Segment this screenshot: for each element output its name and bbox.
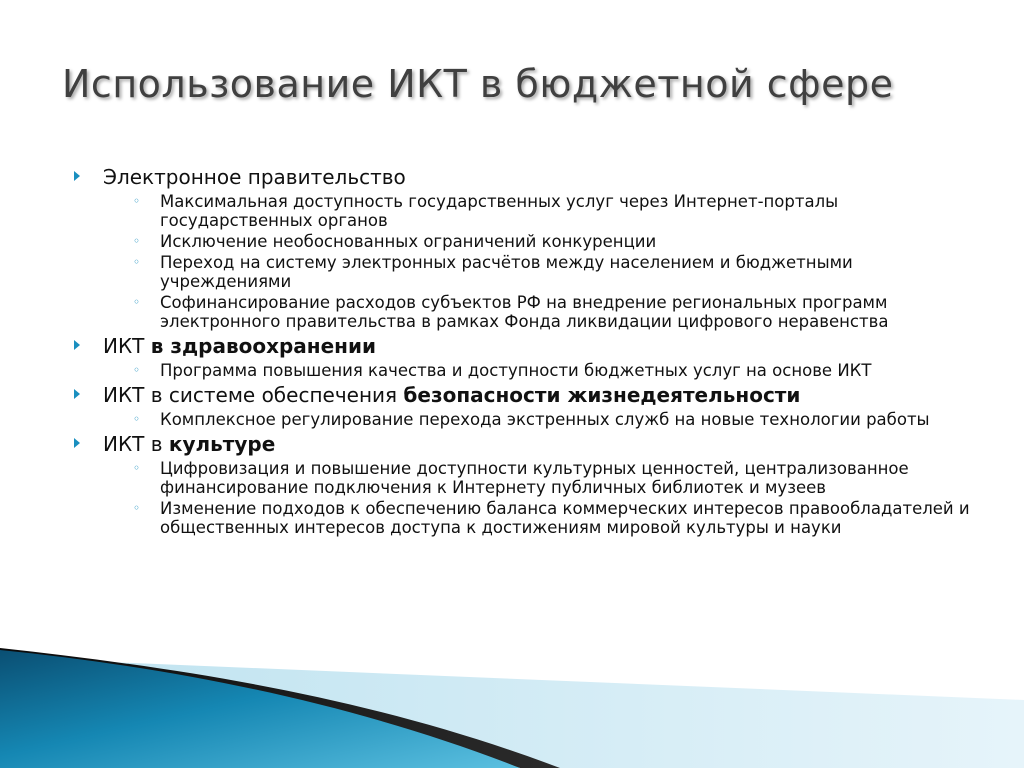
section-heading: ИКТ в: [103, 432, 169, 456]
circle-outline-icon: ◦: [133, 461, 141, 475]
section-culture: [74, 432, 974, 537]
list-item: [103, 253, 974, 291]
section-heading-bold: культуре: [168, 432, 276, 456]
list-item-text: Цифровизация и повышение доступности культурных ценностей, централизованное финансирование подключения к Интернету публичных библиотек и музеев: [160, 459, 909, 497]
triangle-right-icon: [74, 389, 80, 399]
circle-outline-icon: ◦: [133, 194, 141, 208]
slide-title: Использование ИКТ в бюджетной сфере: [62, 62, 894, 106]
sublist: [103, 192, 974, 331]
list-item: [103, 410, 974, 429]
sublist: [103, 361, 974, 380]
section-heading: ИКТ: [103, 334, 151, 358]
list-item: [103, 459, 974, 497]
list-item-text: Максимальная доступность государственных услуг через Интернет-порталы государственных органов: [160, 192, 839, 230]
triangle-right-icon: [74, 438, 80, 448]
triangle-right-icon: [74, 340, 80, 350]
list-item-text: Комплексное регулирование перехода экстренных служб на новые технологии работы: [160, 410, 930, 429]
section-heading: Электронное правительство: [103, 165, 406, 189]
list-item: [103, 192, 974, 230]
section-heading-bold: в здравоохранении: [150, 334, 377, 358]
circle-outline-icon: ◦: [133, 255, 141, 269]
section-heading-bold: безопасности жизнедеятельности: [403, 383, 801, 407]
section-healthcare: [74, 334, 974, 380]
list-item-text: Исключение необоснованных ограничений конкуренции: [160, 232, 657, 251]
section-heading: ИКТ в системе обеспечения: [103, 383, 404, 407]
sublist: [103, 410, 974, 429]
circle-outline-icon: ◦: [133, 234, 141, 248]
list-item: [103, 232, 974, 251]
list-item: [103, 293, 974, 331]
sublist: [103, 459, 974, 537]
wave-blue-band: [0, 650, 520, 768]
section-e-government: [74, 165, 974, 331]
circle-outline-icon: ◦: [133, 501, 141, 515]
list-item: [103, 361, 974, 380]
list-item-text: Софинансирование расходов субъектов РФ на внедрение региональных программ электронного правительства в рамках Фонда ликвидации цифрового неравенства: [160, 293, 889, 331]
list-item: [103, 499, 974, 537]
list-item-text: Переход на систему электронных расчётов между населением и бюджетными учреждениями: [160, 253, 853, 291]
circle-outline-icon: ◦: [133, 412, 141, 426]
slide-content: [74, 165, 974, 539]
list-item-text: Программа повышения качества и доступности бюджетных услуг на основе ИКТ: [160, 361, 872, 380]
list-item-text: Изменение подходов к обеспечению баланса коммерческих интересов правообладателей и общественных интересов доступа к достижениям мировой культуры и науки: [160, 499, 970, 537]
section-safety: [74, 383, 974, 429]
circle-outline-icon: ◦: [133, 295, 141, 309]
circle-outline-icon: ◦: [133, 363, 141, 377]
wave-dark-band: [0, 648, 560, 768]
triangle-right-icon: [74, 171, 80, 181]
wave-light-band: [60, 660, 1024, 768]
